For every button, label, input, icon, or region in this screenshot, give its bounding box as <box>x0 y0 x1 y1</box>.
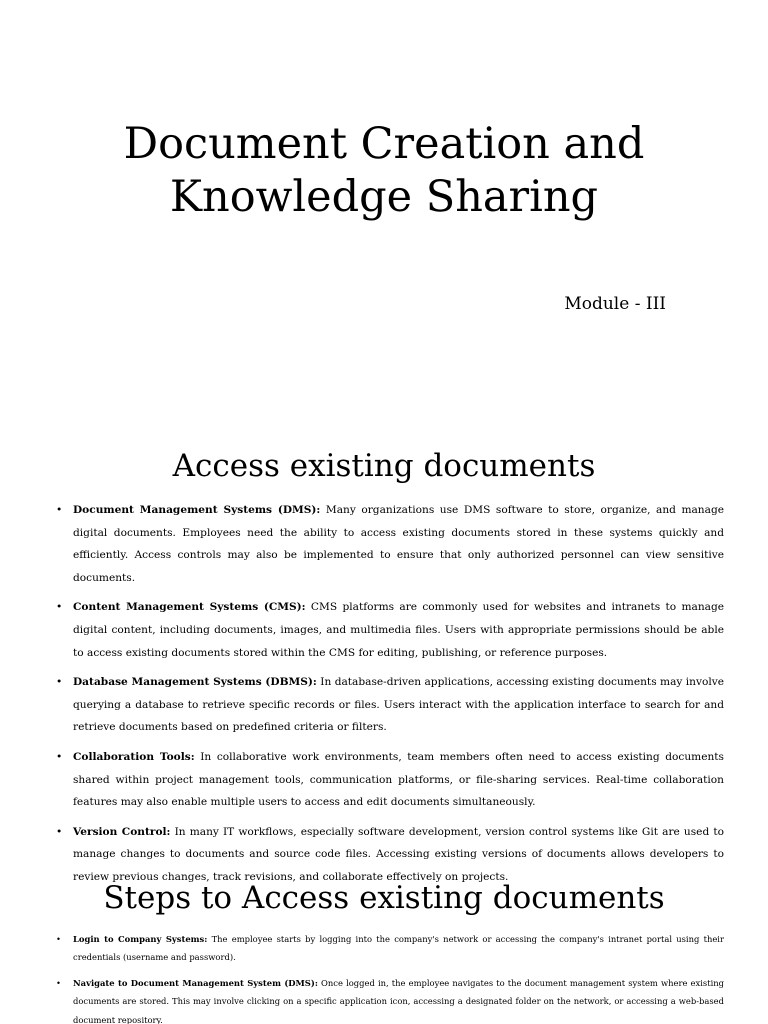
list-item-term: Document Management Systems (DMS): <box>73 504 321 516</box>
list-item-text: Many organizations use DMS software to store, organize, and manage digital documents. Employees need the ability to access existing documents stored in these systems quickly and efficiently. Access controls may also be implemented to ensure that only authorized personnel can view sensitive documents. <box>73 504 724 584</box>
list-item <box>54 974 724 1024</box>
access-documents-list <box>54 499 724 896</box>
list-item-text: The employee starts by logging into the company's network or accessing the company's intranet portal using their credentials (username and password). <box>73 934 724 963</box>
list-item-term: Version Control: <box>73 825 171 838</box>
steps-heading: Steps to Access existing documents <box>103 880 665 916</box>
steps-list <box>54 930 724 1024</box>
list-item <box>54 596 724 664</box>
list-item-text: Once logged in, the employee navigates to the document management system where existing documents are stored. This may involve clicking on a specific application icon, accessing a designated folder on the network, or accessing a web-based document repository. <box>73 977 724 1024</box>
list-item-text: In many IT workflows, especially software development, version control systems like Git are used to manage changes to documents and source code files. Accessing existing versions of documents allows developers to review previous changes, track revisions, and collaborate effectively on projects. <box>73 825 724 883</box>
title-line-1: Document Creation and <box>123 119 645 169</box>
list-item-text: In collaborative work environments, team members often need to access existing documents shared within project management tools, communication platforms, or file-sharing services. Real-time collaboration features may also enable multiple users to access and edit documents simultaneously. <box>73 750 724 809</box>
page-title <box>84 118 684 224</box>
module-subtitle: Module - III <box>564 294 666 314</box>
list-item-text: In database-driven applications, accessing existing documents may involve querying a database to retrieve specific records or files. Users interact with the application interface to search for and retrieve documents based on predefined criteria or filters. <box>73 676 725 734</box>
list-item-term: Database Management Systems (DBMS): <box>73 676 317 689</box>
list-item-term: Navigate to Document Management System (DMS): <box>73 977 318 988</box>
list-item-term: Login to Company Systems: <box>73 934 208 944</box>
title-line-2: Knowledge Sharing <box>169 172 599 222</box>
list-item-term: Content Management Systems (CMS): <box>73 601 306 614</box>
list-item <box>54 746 724 814</box>
list-item <box>54 499 724 589</box>
access-documents-heading: Access existing documents <box>172 448 596 484</box>
list-item <box>54 671 724 739</box>
list-item-term: Collaboration Tools: <box>73 750 195 763</box>
list-item <box>54 930 724 967</box>
list-item-text: CMS platforms are commonly used for websites and intranets to manage digital content, including documents, images, and multimedia files. Users with appropriate permissions should be able to access existing documents stored within the CMS for editing, publishing, or reference purposes. <box>73 601 725 659</box>
title-slide <box>0 0 768 420</box>
